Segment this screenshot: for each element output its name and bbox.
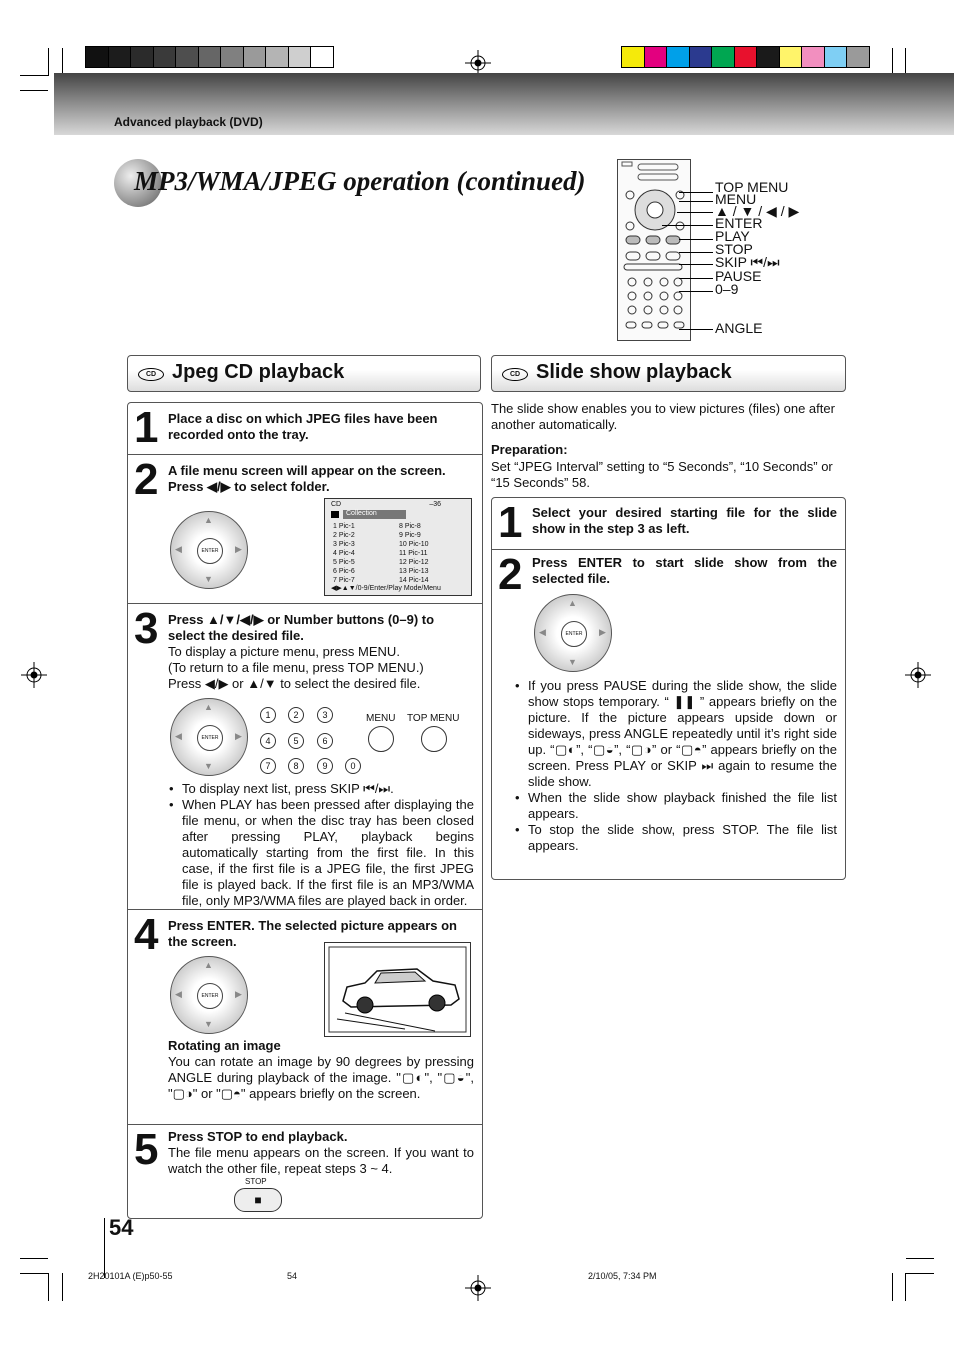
step-number: 2	[134, 455, 159, 504]
color-swatch	[735, 47, 757, 67]
enter-button-icon: ENTER	[197, 725, 223, 751]
color-swatch	[154, 47, 176, 67]
jpeg-step-4	[128, 909, 482, 1125]
jpeg-step-5-text: The file menu appears on the screen. If you want to watch the other file, repeat steps 3 ~ 4.	[168, 1145, 474, 1176]
number-button-icon: 2	[288, 707, 304, 723]
screen-cd-label: CD	[331, 501, 342, 508]
crop-mark	[62, 1273, 63, 1301]
color-swatch	[712, 47, 734, 67]
crop-mark	[906, 1273, 934, 1274]
color-swatch	[622, 47, 644, 67]
color-swatch	[802, 47, 824, 67]
step-number: 1	[498, 498, 523, 547]
color-swatch	[199, 47, 221, 67]
remote-label-skip: SKIP ⏮/⏭	[715, 254, 780, 270]
file-menu-screen	[324, 498, 472, 596]
leader-line	[679, 264, 713, 265]
color-swatch	[825, 47, 847, 67]
step-number: 3	[134, 604, 159, 653]
menu-button-label: MENU	[366, 713, 396, 724]
rotate-title: Rotating an image	[168, 1038, 281, 1053]
slide-step-2-text: Press ENTER to start slide show from the selected file.	[532, 555, 837, 586]
color-swatch	[176, 47, 198, 67]
jpeg-step-1-text: Place a disc on which JPEG files have been recorded onto the tray.	[168, 411, 438, 442]
page-number-rule	[104, 1218, 105, 1278]
list-item: 7 Pic-7	[333, 577, 355, 584]
slide-intro: The slide show enables you to view pictures (files) one after another automatically.	[491, 401, 835, 432]
crop-mark	[20, 1273, 48, 1274]
slide-section-header	[491, 355, 846, 392]
footer-timestamp: 2/10/05, 7:34 PM	[588, 1271, 657, 1281]
list-item: • When the slide show playback finished the file list appears.	[528, 790, 837, 822]
slide-steps-box	[491, 497, 846, 880]
top-menu-button-icon	[421, 726, 447, 752]
list-item: 5 Pic-5	[333, 559, 355, 566]
color-swatch	[645, 47, 667, 67]
enter-button-icon: ENTER	[197, 538, 223, 564]
remote-control-illustration	[617, 159, 691, 341]
list-item: • To display next list, press SKIP ⏮/⏭.	[182, 781, 474, 797]
number-button-icon: 9	[317, 758, 333, 774]
leader-line	[679, 192, 713, 193]
crop-mark	[20, 1258, 48, 1259]
color-swatch	[244, 47, 266, 67]
slide-notes	[514, 678, 837, 854]
leader-line	[677, 212, 713, 213]
list-item: 4 Pic-4	[333, 550, 355, 557]
footer-file-name: 2H20101A (E)p50-55	[88, 1271, 173, 1281]
color-swatch	[266, 47, 288, 67]
leader-line	[679, 252, 713, 253]
list-item: 2 Pic-2	[333, 532, 355, 539]
jpeg-step-2	[128, 454, 482, 604]
top-menu-button-label: TOP MENU	[407, 713, 460, 724]
cd-icon: CD	[502, 368, 528, 381]
preparation-text: Set “JPEG Interval” setting to “5 Seconds”, “10 Seconds” or “15 Seconds” 58.	[491, 459, 833, 490]
crop-mark	[906, 1258, 934, 1259]
number-button-icon: 1	[260, 707, 276, 723]
direction-pad-illustration: ENTER ▲ ▼ ◀ ▶	[170, 698, 248, 776]
jpeg-step-3-title: Press ▲/▼/◀/▶ or Number buttons (0–9) to select the desired file.	[168, 612, 435, 643]
leader-line	[679, 239, 713, 240]
list-item: • If you press PAUSE during the slide show, the slide show stops temporary. “ ❚❚ ” appears briefly on the picture. If the picture appears upside down or sideways, press ANGLE repeatedly until it’s right side up. “▢◐”, “▢◒”, “▢◑” or “▢◓” appears briefly on the screen. Press PLAY or SKIP ⏭ again to resume the slide show.	[528, 678, 837, 790]
list-item: 1 Pic-1	[333, 523, 355, 530]
crop-mark	[905, 48, 906, 76]
section-label: Advanced playback (DVD)	[114, 115, 263, 129]
remote-label-top-menu: TOP MENU	[715, 179, 789, 195]
number-button-icon: 8	[288, 758, 304, 774]
list-item: 12 Pic-12	[399, 559, 429, 566]
color-swatch	[221, 47, 243, 67]
step-number: 4	[134, 910, 159, 959]
registration-mark-icon	[905, 662, 931, 688]
registration-mark-icon	[21, 662, 47, 688]
jpeg-step-5	[128, 1124, 482, 1219]
stop-button-icon: ■	[234, 1188, 282, 1212]
preparation-title: Preparation:	[491, 442, 568, 457]
list-item: 10 Pic-10	[399, 541, 429, 548]
crop-mark	[892, 48, 893, 76]
leader-line	[662, 225, 713, 226]
remote-label-play: PLAY	[715, 228, 750, 244]
color-swatch	[289, 47, 311, 67]
folder-icon	[331, 511, 339, 518]
color-swatch	[109, 47, 131, 67]
jpeg-step-1	[128, 403, 482, 454]
list-item: 11 Pic-11	[399, 550, 428, 557]
car-picture-illustration	[324, 942, 471, 1037]
leader-line	[679, 278, 713, 279]
jpeg-step-2-text: A file menu screen will appear on the screen. Press ◀/▶ to select folder.	[168, 463, 446, 494]
slide-step-1-text: Select your desired starting file for the slide show in the step 3 as left.	[532, 505, 837, 536]
jpeg-step-3-notes	[168, 781, 474, 909]
color-swatch	[311, 47, 333, 67]
screen-footer: ◀▶▲▼/0-9/Enter/Play Mode/Menu	[331, 585, 441, 592]
number-button-icon: 6	[317, 733, 333, 749]
number-button-icon: 7	[260, 758, 276, 774]
menu-button-icon	[368, 726, 394, 752]
jpeg-step-3-line: (To return to a file menu, press TOP MENU.)	[168, 660, 424, 675]
jpeg-step-3-line: To display a picture menu, press MENU.	[168, 644, 400, 659]
color-swatch	[847, 47, 869, 67]
direction-pad-illustration: ENTER ▲ ▼ ◀ ▶	[170, 956, 248, 1034]
jpeg-section-title: Jpeg CD playback	[172, 361, 345, 383]
color-swatch	[690, 47, 712, 67]
number-button-icon: 0	[345, 758, 361, 774]
rotate-text: You can rotate an image by 90 degrees by pressing ANGLE during playback of the image. "▢◐", "▢◒", "▢◑" or "▢◓" appears briefly on the screen.	[168, 1054, 474, 1101]
color-swatch	[131, 47, 153, 67]
list-item: 13 Pic-13	[399, 568, 429, 575]
slide-step-2	[492, 549, 845, 880]
remote-label-stop: STOP	[715, 241, 753, 257]
cd-icon: CD	[138, 368, 164, 381]
jpeg-section-header	[127, 355, 481, 392]
list-item: 3 Pic-3	[333, 541, 355, 548]
number-button-icon: 3	[317, 707, 333, 723]
number-button-icon: 5	[288, 733, 304, 749]
list-item: 9 Pic-9	[399, 532, 421, 539]
crop-mark	[892, 1273, 893, 1301]
remote-label-pause: PAUSE	[715, 268, 762, 284]
crop-mark	[48, 1273, 49, 1301]
screen-file-list-left	[333, 522, 355, 585]
jpeg-steps-box	[127, 402, 483, 1219]
enter-button-icon: ENTER	[561, 621, 587, 647]
list-item: 6 Pic-6	[333, 568, 355, 575]
list-item: 14 Pic-14	[399, 577, 429, 584]
crop-mark	[905, 1273, 906, 1301]
jpeg-step-5-title: Press STOP to end playback.	[168, 1129, 348, 1144]
jpeg-step-3-line: Press ◀/▶ or ▲/▼ to select the desired file.	[168, 676, 421, 691]
number-button-icon: 4	[260, 733, 276, 749]
direction-pad-illustration: ENTER ▲ ▼ ◀ ▶	[534, 594, 612, 672]
step-number: 2	[498, 550, 523, 599]
footer-page: 54	[287, 1271, 298, 1281]
slide-step-1	[492, 498, 845, 549]
crop-mark	[62, 48, 63, 76]
jpeg-step-4-text: Press ENTER. The selected picture appears on the screen.	[168, 918, 457, 949]
remote-label-angle: ANGLE	[715, 320, 763, 336]
direction-pad-illustration: ENTER ▲ ▼ ◀ ▶	[170, 511, 248, 589]
list-item: • When PLAY has been pressed after displaying the file menu, or when the disc tray has been closed after pressing PLAY, playback begins automatically starting from the first file. In this case, if the first file is a JPEG file, the first JPEG file is played back. If the first file is an MP3/WMA file, only MP3/WMA files are played back in order.	[182, 797, 474, 909]
screen-counter: –36	[429, 501, 441, 508]
list-item: • To stop the slide show, press STOP. The file list appears.	[528, 822, 837, 854]
jpeg-step-3	[128, 603, 482, 910]
screen-file-list-right	[399, 522, 429, 585]
stop-button-label: STOP	[245, 1177, 267, 1186]
leader-line	[679, 329, 713, 330]
leader-line	[679, 291, 713, 292]
color-swatch	[757, 47, 779, 67]
crop-mark	[20, 75, 48, 76]
crop-mark	[48, 48, 49, 76]
remote-label-numbers: 0–9	[715, 281, 739, 297]
step-number: 1	[134, 403, 159, 452]
screen-folder-name: Collection	[343, 510, 406, 519]
page-title: MP3/WMA/JPEG operation (continued)	[134, 166, 586, 196]
remote-label-enter: ENTER	[715, 215, 763, 231]
leader-line	[679, 201, 713, 202]
page-number: 54	[109, 1215, 134, 1240]
remote-label-menu: MENU	[715, 191, 757, 207]
list-item: 8 Pic-8	[399, 523, 421, 530]
remote-label-arrows: ▲ / ▼ / ◀ / ▶	[715, 203, 800, 219]
registration-mark-icon	[465, 1275, 491, 1301]
crop-mark	[20, 90, 48, 91]
color-swatch	[780, 47, 802, 67]
slide-section-title: Slide show playback	[536, 361, 732, 383]
color-swatch	[86, 47, 108, 67]
color-swatch	[667, 47, 689, 67]
step-number: 5	[134, 1125, 159, 1174]
enter-button-icon: ENTER	[197, 983, 223, 1009]
